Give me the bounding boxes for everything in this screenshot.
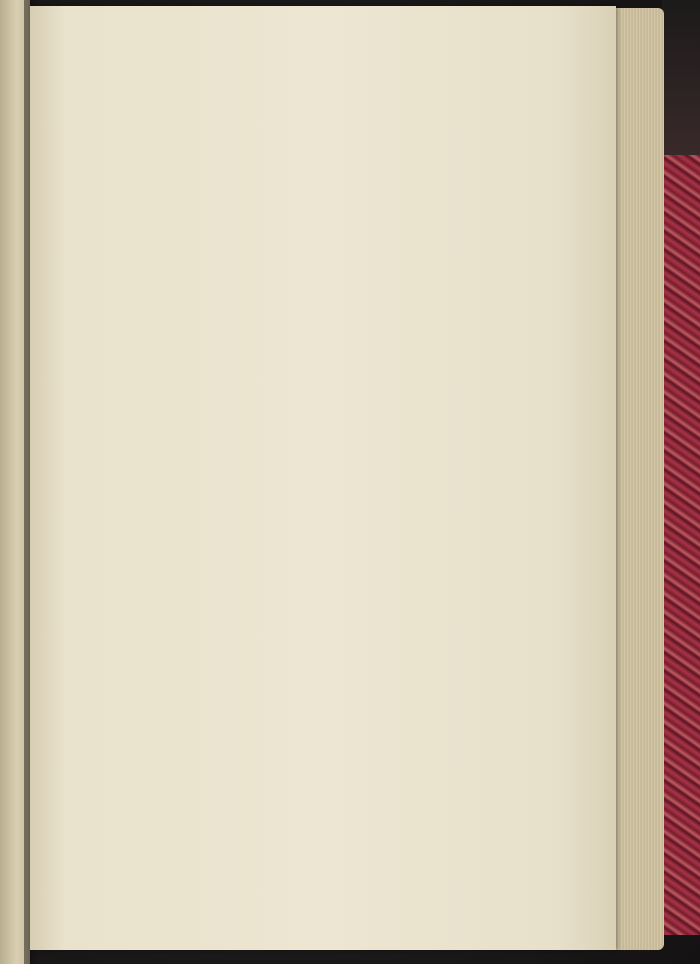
book-page bbox=[30, 6, 616, 950]
page-edges bbox=[612, 8, 664, 950]
marbled-edge bbox=[660, 155, 700, 935]
binding-top bbox=[662, 0, 700, 160]
